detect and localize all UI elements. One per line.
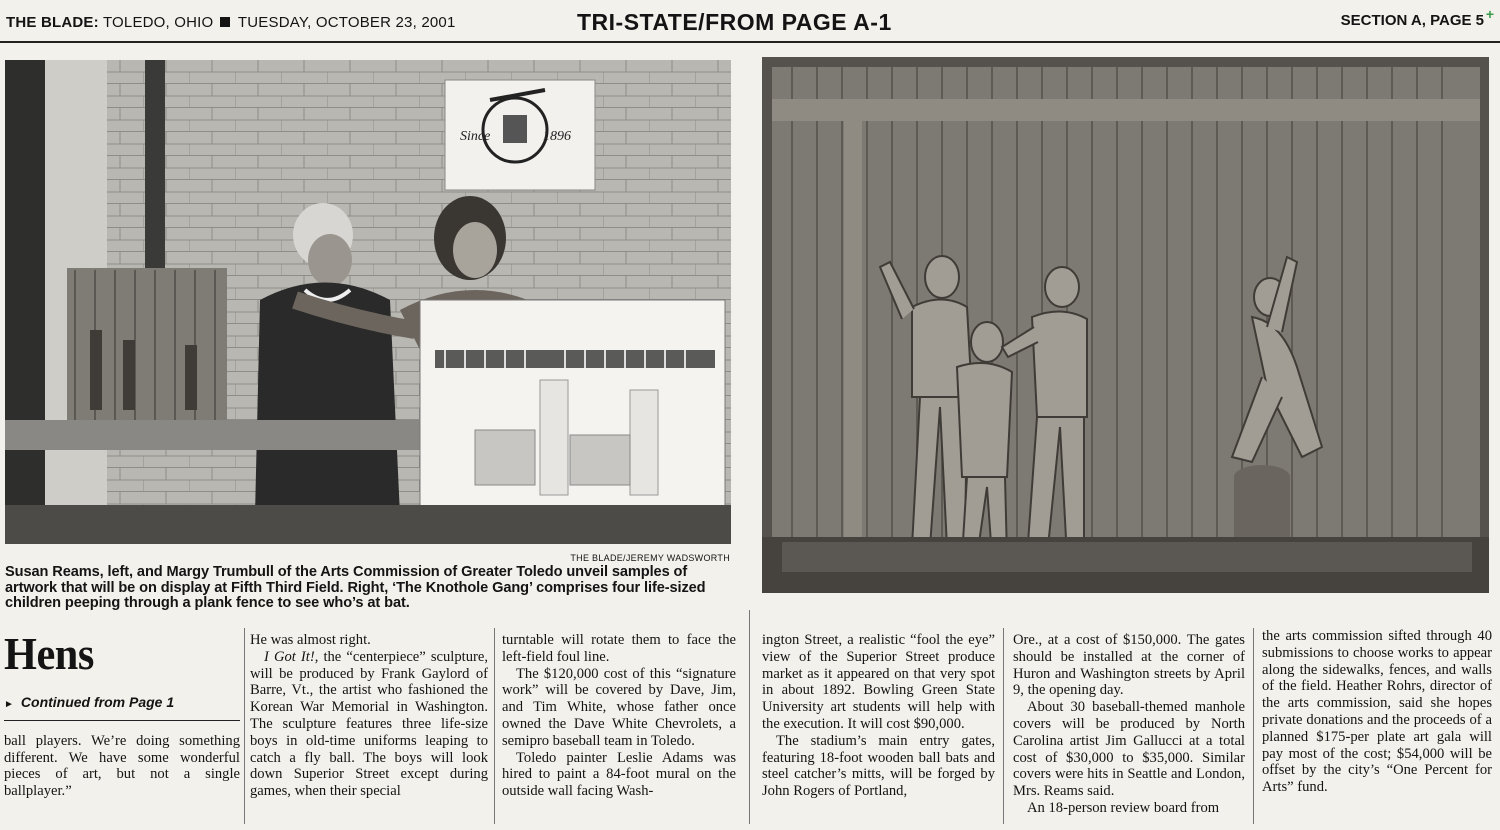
paragraph: ington Street, a realistic “fool the eye” view of the Superior Street produce market as it appeared on that very spot in about 1892. Bowling Green State University art students will help with the execution. It will cost $90,000. [762, 632, 995, 732]
photo-caption: Susan Reams, left, and Margy Trumbull of the Arts Commission of Greater Toledo unveil samples of artwork that will be on display at Fifth Third Field. Right, ‘The Knothole Gang’ comprises four life-sized children peeping through a plank fence to see who’s at bat. [5, 564, 706, 612]
column-rule [1253, 628, 1254, 824]
section-title: TRI-STATE/FROM PAGE A-1 [577, 9, 892, 35]
column-rule [749, 610, 750, 824]
registration-mark-icon: + [1485, 6, 1494, 22]
photo-arts-commission [5, 60, 731, 544]
square-bullet-icon [220, 17, 230, 27]
paragraph-text: , the “centerpiece” sculpture, will be produced by Frank Gaylord of Barre, Vt., the artist who fashioned the Korean War Memorial in Washington. The sculpture features three life-size boys in old-time uniforms leaping to catch a fly ball. The boys will look down Superior Street except during games, when their special [250, 648, 488, 800]
paragraph: The $120,000 cost of this “signature work” will be covered by Dave, Jim, and Tim White, whose father once owned the Dave White Chevrolets, a semipro baseball team in Toledo. [502, 665, 736, 749]
column-rule [244, 628, 245, 824]
page-header [6, 8, 1494, 38]
paragraph: Ore., at a cost of $150,000. The gates should be installed at the corner of Huron and Washington streets by April 9, the opening day. [1013, 632, 1245, 699]
jump-label: Continued from Page 1 [20, 694, 175, 710]
paragraph: The stadium’s main entry gates, featuring 18-foot wooden ball bats and steel catcher’s mitts, will be forged by John Rogers of Portland, [762, 732, 995, 800]
page-number: SECTION A, PAGE 5 [1340, 12, 1484, 29]
dateline: TOLEDO, OHIO [102, 14, 214, 31]
folio-left [6, 14, 456, 31]
article-column-4 [762, 632, 995, 800]
newspaper-name: THE BLADE: [6, 14, 99, 31]
header-rule [0, 41, 1500, 43]
jump-line [4, 694, 240, 721]
photo-arts-commission-image [5, 60, 731, 544]
column-rule [1003, 628, 1004, 824]
story-kicker: Hens [4, 628, 94, 679]
sculpture-title: I Got It! [264, 648, 315, 665]
photo-credit: THE BLADE/JEREMY WADSWORTH [570, 553, 730, 563]
paragraph: Toledo painter Leslie Adams was hired to paint a 84-foot mural on the outside wall facing Wash- [502, 749, 736, 800]
article-column-2 [250, 632, 488, 800]
paragraph: He was almost right. [250, 632, 371, 648]
column-rule [494, 628, 495, 824]
photo-knothole-gang [762, 57, 1489, 593]
banner-year-text: 1896 [543, 129, 571, 144]
photo-knothole-gang-image [762, 57, 1489, 593]
issue-date: TUESDAY, OCTOBER 23, 2001 [237, 14, 456, 31]
article-column-5 [1013, 632, 1245, 817]
article-column-1 [4, 624, 240, 800]
article-column-6 [1262, 628, 1492, 796]
paragraph: ball players. We’re doing something different. We have some wonderful pieces of art, but not a single ballplayer.” [4, 732, 240, 800]
article-column-3 [502, 632, 736, 800]
banner-since-text: Since [460, 129, 491, 144]
paragraph [250, 649, 488, 800]
paragraph: turntable will rotate them to face the left-field foul line. [502, 632, 736, 665]
triangle-bullet-icon: ► [4, 699, 14, 710]
paragraph: the arts commission sifted through 40 submissions to choose works to appear along the sidewalks, fences, and walls of the field. Heather Rohrs, director of the arts commission, said she hopes private donations and the proceeds of a planned $175-per plate art gala will pay most of the cost; $54,000 will be offset by the city’s “One Percent for Arts” fund. [1262, 628, 1492, 796]
paragraph: About 30 baseball-themed manhole covers will be produced by North Carolina artist Jim Gallucci at a total cost of $30,000 to $35,000. Similar covers were hits in Seattle and London, Mrs. Reams said. [1013, 699, 1245, 800]
paragraph: An 18-person review board from [1027, 799, 1220, 816]
page-reference [1340, 6, 1494, 29]
